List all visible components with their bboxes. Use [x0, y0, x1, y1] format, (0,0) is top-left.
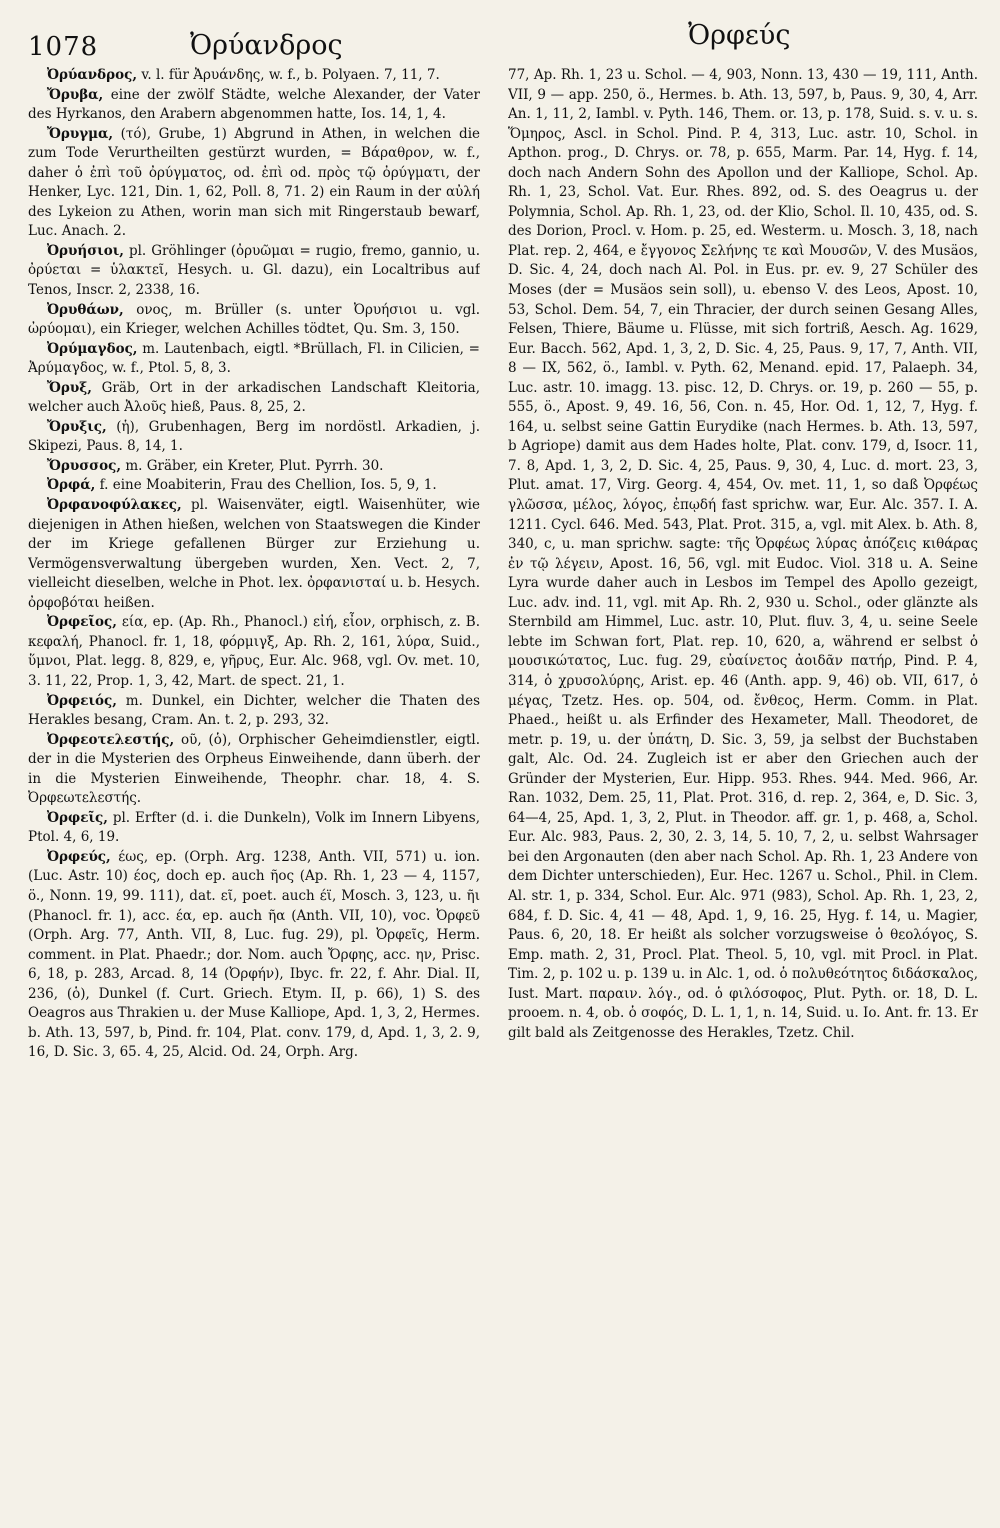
entry-headword: Ὀρύανδρος, — [46, 67, 138, 83]
entry-text: pl. Gröhlinger (ὀρυῶμαι = rugio, fremo, gannio, u. ὀρύεται = ὑλακτεῖ, Hesych. u. Gl. dazu), ein Localtribus auf Tenos, Inscr. 2, 2338, 16. — [28, 242, 480, 299]
entry-text: eine der zwölf Städte, welche Alexander, der Vater des Hyrkanos, den Arabern abgenommen hatte, Ios. 14, 1, 4. — [28, 86, 480, 123]
entry-headword: Ὀρυήσιοι, — [46, 242, 124, 259]
entry-text: έως, ep. (Orph. Arg. 1238, Anth. VII, 571) u. ion. (Luc. Astr. 10) έος, doch ep. auch ῆος (Ap. Rh. 1, 23 — 4, 1157, ö., Nonn. 19, 99. 111), dat. εῖ, poet. auch έϊ, Mosch. 3, 123, u. ῆι (Phanocl. fr. 1), acc. έα, ep. auch ῆα (Anth. VII, 10), voc. Ὀρφεῦ (Orph. Arg. 77, Anth. VII, 8, Luc. fug. 29), pl. Ὀρφεῖς, Herm. comment. in Plat. Phaedr.; dor. Nom. auch Ὄρφης, acc. ην, Prisc. 6, 18, p. 283, Arcad. 8, 14 (Ὀρφήν), Ibyc. fr. 22, f. Ahr. Dial. II, 236, (ὁ), Dunkel (f. Curt. Griech. Etym. II, p. 66), 1) S. des Oeagros aus Thrakien u. der Muse Kalliope, Apd. 1, 3, 2, Hermes. b. Ath. 13, 597, b, Pind. fr. 104, Plat. conv. 179, d, Apd. 1, 3, 2. 9, 16, D. Sic. 3, 65. 4, 25, Alcid. Od. 24, Orph. Arg. — [28, 848, 480, 1061]
dictionary-entry — [28, 848, 480, 1063]
entry-headword: Ὀρφεῖς, — [46, 809, 108, 826]
entry-text: 77, Ap. Rh. 1, 23 u. Schol. — 4, 903, Nonn. 13, 430 — 19, 111, Anth. VII, 9 — app. 250, ö., Hermes. b. Ath. 13, 597, b, Paus. 9, 30, 4, Arr. An. 1, 11, 2, Iambl. v. Pyth. 146, Them. or. 13, p. 178, Suid. s. v. u. s. Ὅμηρος, Ascl. in Schol. Pind. P. 4, 313, Luc. astr. 10, Schol. in Apthon. prog., D. Chrys. or. 78, p. 655, Marm. Par. 14, Hyg. f. 14, doch nach Andern Sohn des Apollon und der Kalliope, Schol. Ap. Rh. 1, 23, Schol. Vat. Eur. Rhes. 892, od. S. des Oeagrus u. der Polymnia, Schol. Ap. Rh. 1, 23, od. der Klio, Schol. Il. 10, 435, od. S. des Dorion, Procl. v. Hom. p. 25, ed. Westerm. u. Mosch. 3, 18, nach Plat. rep. 2, 464, e ἔγγονος Σελήνης τε καὶ Μουσῶν, V. des Musäos, D. Sic. 4, 24, doch nach Al. Pol. in Eus. pr. ev. 9, 27 Schüler des Moses (der = Musäos sein soll), u. ebenso V. des Leos, Apost. 10, 53, Schol. Dem. 54, 7, ein Thracier, der durch seinen Gesang Alles, Felsen, Thiere, Bäume u. Flüsse, mit sich fortriß, Aesch. Ag. 1629, Eur. Bacch. 562, Apd. 1, 3, 2, D. Sic. 4, 25, Paus. 9, 17, 7, Anth. VII, 8 — IX, 562, ö., Iambl. v. Pyth. 62, Menand. epid. 17, Palaeph. 34, Luc. astr. 10. imagg. 13. pisc. 12, D. Chrys. or. 19, p. 260 — 55, p. 555, ö., Apost. 9, 49. 16, 56, Con. n. 45, Hor. Od. 1, 12, 7, Hyg. f. 164, u. selbst seine Gattin Eurydike (nach Hermes. b. Ath. 13, 597, b Agriope) damit aus dem Hades holte, Plat. conv. 179, d, Isocr. 11, 7. 8, Apd. 1, 3, 2, D. Sic. 4, 25, Paus. 9, 30, 4, Luc. d. mort. 23, 3, Plut. amat. 17, Virg. Georg. 4, 454, Ov. met. 11, 1, so daß Ὀρφέως γλῶσσα, μέλος, λόγος, ἐπῳδή fast sprichw. war, Eur. Alc. 357. I. A. 1211. Cycl. 646. Med. 543, Plat. Prot. 315, a, vgl. mit Alex. b. Ath. 8, 340, c, u. man sprichw. sagte: τῆς Ὀρφέως λύρας ἀπόζεις κιθάρας ἐν τῷ λέγειν, Apost. 16, 56, vgl. mit Eudoc. Viol. 318 u. A. Seine Lyra wurde daher auch in Lesbos im Tempel des Apollo gezeigt, Luc. adv. ind. 11, vgl. mit Ap. Rh. 2, 930 u. Schol., oder glänzte als Sternbild am Himmel, Luc. astr. 10, Plut. fluv. 3, 4, u. seine Seele lebte im Schwan fort, Plat. rep. 10, 620, a, während er selbst ὁ μουσικώτατος, Luc. fug. 29, εὐαίνετος ἀοιδᾶν πατήρ, Pind. P. 4, 314, ὁ χρυσολύρης, Arist. ep. 46 (Anth. app. 9, 46) ob. VII, 617, ὁ μέγας, Tzetz. Hes. op. 504, od. ἔνθεος, Herm. Comm. in Plat. Phaed., heißt u. als Erfinder des Hexameter, Mall. Theodoret, de metr. p. 19, u. der ὑπάτη, D. Sic. 3, 59, ja selbst der Buchstaben galt, Alc. Od. 24. Zugleich ist er aber den Griechen auch der Gründer der Mysterien, Eur. Hipp. 953. Rhes. 944. Med. 966, Ar. Ran. 1032, Dem. 25, 11, Plat. Prot. 316, d. rep. 2, 364, e, D. Sic. 3, 64—4, 25, Apd. 1, 3, 2, Plut. in Theodor. aff. gr. 1, p. 468, a, Schol. Eur. Alc. 983, Paus. 2, 30, 2. 3, 14, 5. 10, 7, 2, u. selbst Wahrsager bei den Argonauten (den aber nach Schol. Ap. Rh. 1, 23 Andere von dem Dichter unterschieden), Eur. Hec. 1267 u. Schol., Phil. in Clem. Al. str. 1, p. 334, Schol. Eur. Alc. 971 (983), Schol. Ap. Rh. 1, 23, 2, 684, f. D. Sic. 4, 41 — 48, Apd. 1, 9, 16. 25, Hyg. f. 14, u. Magier, Paus. 6, 20, 18. Er heißt als solcher vorzugsweise ὁ θεολόγος, S. Emp. math. 2, 31, Procl. Plat. Theol. 5, 10, vgl. mit Procl. in Plat. Tim. 2, p. 102 u. p. 139 u. in Alc. 1, od. ὁ πολυθεότητος διδάσκαλος, Iust. Mart. παραιν. λόγ., od. ὁ φιλόσοφος, Plut. Pyth. or. 18, D. L. prooem. n. 4, ob. ὁ σοφός, D. L. 1, 1, n. 14, Suid. u. Io. Ant. fr. 13. Er gilt bald als Zeitgenosse des Herakles, Tzetz. Chil. — [508, 67, 978, 1041]
entry-text: Gräb, Ort in der arkadischen Landschaft Kleitoria, welcher auch Ἀλοῦς hieß, Paus. 8, 25, 2. — [28, 379, 480, 416]
dictionary-entry — [28, 340, 480, 379]
dictionary-entry — [28, 242, 480, 301]
dictionary-entry — [28, 613, 480, 691]
dictionary-entry — [28, 496, 480, 613]
dictionary-entry — [28, 809, 480, 848]
entry-text: m. Dunkel, ein Dichter, welcher die Thaten des Herakles besang, Cram. An. t. 2, p. 293, 32. — [28, 692, 480, 729]
entry-text: m. Gräber, ein Kreter, Plut. Pyrrh. 30. — [121, 457, 384, 474]
dictionary-entry — [28, 476, 480, 496]
entry-text: οῦ, (ὁ), Orphischer Geheimdienstler, eigtl. der in die Mysterien des Orpheus Einweihende, dann überh. der in die Mysterien Einweihende, Theophr. char. 18, 4. S. Ὀρφεωτελεστής. — [28, 731, 480, 807]
dictionary-entry — [28, 125, 480, 242]
entry-text: f. eine Moabiterin, Frau des Chellion, Ios. 5, 9, 1. — [95, 477, 437, 494]
entry-text: (ἡ), Grubenhagen, Berg im nordöstl. Arkadien, j. Skipezi, Paus. 8, 14, 1. — [28, 418, 480, 455]
dictionary-entry — [28, 379, 480, 418]
dictionary-entry — [28, 418, 480, 457]
entry-text: εία, ep. (Ap. Rh., Phanocl.) εἰή, εἶον, orphisch, z. B. κεφαλή, Phanocl. fr. 1, 18, φόρμιγξ, Ap. Rh. 2, 161, λύρα, Suid., ὕμνοι, Plat. legg. 8, 829, e, γῆρυς, Eur. Alc. 968, vgl. Ov. met. 10, 3. 11, 22, Prop. 1, 3, 42, Mart. de spect. 21, 1. — [28, 614, 480, 689]
entry-headword: Ὄρυσσος, — [46, 457, 122, 474]
entry-headword: Ὄρυξις, — [46, 418, 107, 435]
entry-text: pl. Waisenväter, eigtl. Waisenhüter, wie diejenigen in Athen hießen, welchen von Staatswegen die Kinder der im Kriege gefallenen Bürger zur Erziehung u. Vermögensverwaltung übergeben wurden, Xen. Vect. 2, 7, vielleicht dieselben, welche in Phot. lex. ὀρφανισταί u. b. Hesych. ὀρφοβόται heißen. — [28, 497, 480, 611]
entry-text: v. l. für Ἀρυάνδης, w. f., b. Polyaen. 7, 11, 7. — [137, 67, 440, 83]
entry-headword: Ὀρφειός, — [46, 692, 117, 709]
entry-text: pl. Erfter (d. i. die Dunkeln), Volk im Innern Libyens, Ptol. 4, 6, 19. — [28, 809, 480, 846]
entry-headword: Ὄρυβα, — [46, 86, 104, 103]
entry-headword: Ὀρφεύς, — [46, 848, 111, 865]
dictionary-entry — [508, 66, 978, 1043]
page-number: 1078 — [28, 32, 99, 62]
entry-headword: Ὀρφεοτελεστής, — [46, 731, 175, 748]
dictionary-entry — [28, 692, 480, 731]
guide-word-left: Ὀρύανδρος — [190, 30, 343, 61]
entry-text: ονος, m. Brüller (s. unter Ὀρυήσιοι u. vgl. ὠρύομαι), ein Krieger, welchen Achilles tödtet, Qu. Sm. 3, 150. — [28, 301, 480, 338]
guide-word-right: Ὀρφεύς — [688, 20, 791, 51]
entry-headword: Ὀρφά, — [46, 477, 96, 494]
dictionary-entry — [28, 457, 480, 477]
page-header — [0, 12, 1000, 62]
entry-headword: Ὀρύμαγδος, — [46, 340, 138, 357]
entry-text: m. Lautenbach, eigtl. *Brüllach, Fl. in Cilicien, = Ἀρύμαγδος, w. f., Ptol. 5, 8, 3. — [28, 340, 480, 377]
dictionary-entry — [28, 731, 480, 809]
dictionary-entry — [28, 86, 480, 125]
dictionary-entry — [28, 66, 480, 86]
entry-text: (τό), Grube, 1) Abgrund in Athen, in welchen die zum Tode Verurtheilten gestürzt wurden, = Βάραθρον, w. f., daher ὁ ἐπὶ τοῦ ὀρύγματος, od. ἐπὶ od. πρὸς τῷ ὀρύγματι, der Henker, Lyc. 121, Din. 1, 62, Poll. 8, 71. 2) ein Raum in der αὐλή des Lykeion zu Athen, worin man sich mit Ringerstaub bewarf, Luc. Anach. 2. — [28, 125, 480, 240]
dictionary-entry — [28, 301, 480, 340]
right-column — [508, 66, 978, 1518]
entry-headword: Ὀρυθάων, — [46, 301, 124, 318]
entry-headword: Ὀρφανοφύλακες, — [46, 497, 182, 514]
entry-headword: Ὄρυγμα, — [46, 125, 114, 142]
entry-headword: Ὄρυξ, — [46, 379, 92, 396]
entry-headword: Ὀρφεῖος, — [46, 614, 117, 631]
left-column — [28, 66, 480, 1518]
